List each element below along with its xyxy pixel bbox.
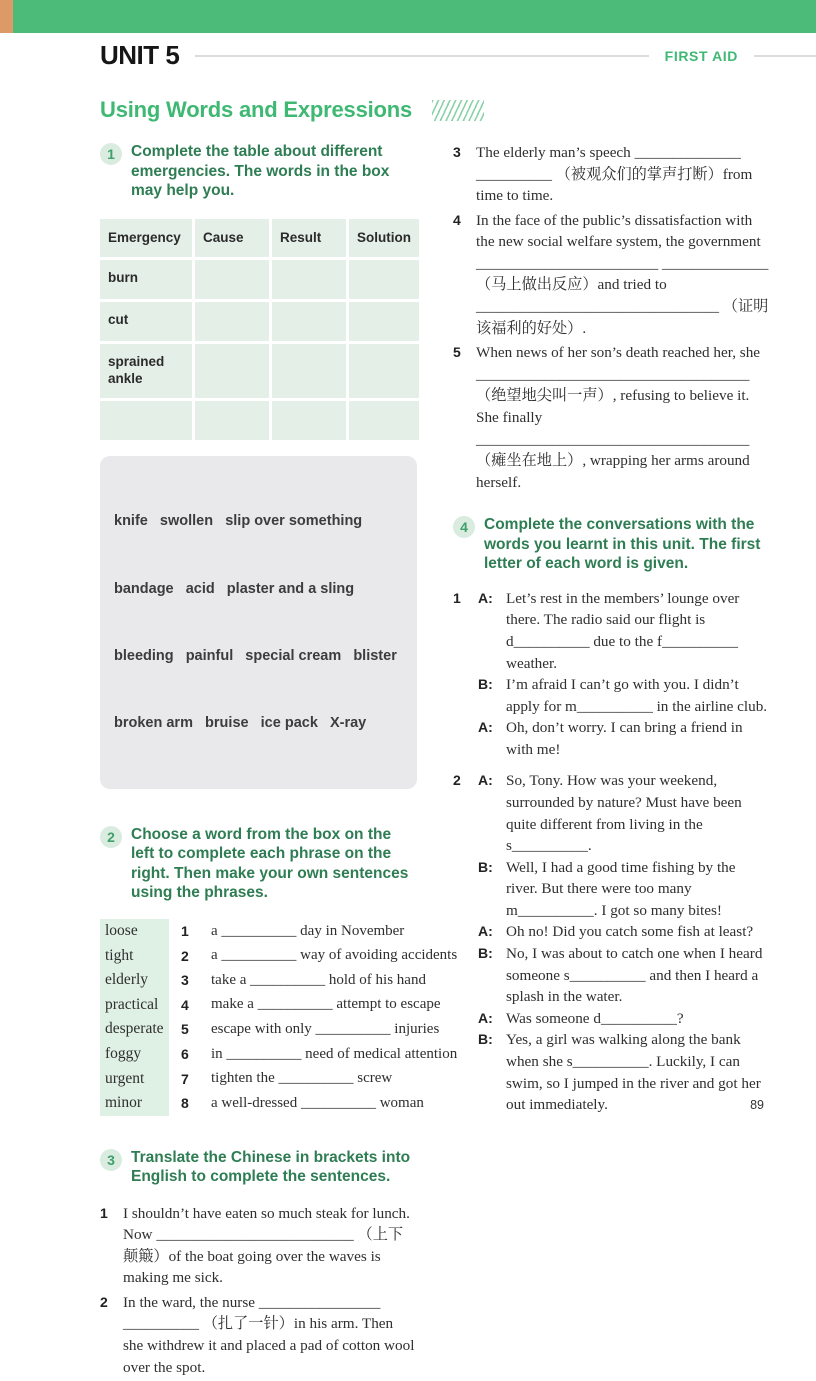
translate-item — [453, 142, 770, 207]
match-row — [100, 968, 426, 993]
emergencies-table — [100, 219, 417, 441]
turn-text: Oh no! Did you catch some fish at least? — [506, 923, 754, 941]
match-phrase: a __________ day in November — [211, 922, 405, 939]
turn-text: So, Tony. How was your weekend, surrounded by nature? Must have been quite different from living in the s__________. — [506, 772, 742, 855]
header-divider-line — [195, 55, 648, 57]
dialogue-turn — [478, 770, 770, 856]
table-cell-blank[interactable] — [272, 344, 346, 398]
match-phrase: escape with only __________ injuries — [211, 1020, 440, 1037]
speaker-label: A: — [478, 923, 493, 940]
section-title: Using Words and Expressions — [100, 97, 413, 122]
table-cell-blank[interactable] — [272, 302, 346, 341]
translate-items-right — [453, 142, 770, 493]
speaker-label: B: — [478, 945, 493, 962]
matching-list — [100, 919, 458, 1116]
match-number: 8 — [181, 1095, 189, 1112]
turn-text: Well, I had a good time fishing by the river. But there were too many m__________. I got so many bites! — [506, 858, 736, 919]
match-number: 6 — [181, 1046, 189, 1063]
speaker-label: A: — [478, 1009, 493, 1026]
top-color-bar — [0, 0, 816, 33]
page-number: 89 — [750, 1098, 764, 1112]
table-row-label: sprained ankle — [100, 344, 192, 398]
translate-item — [453, 342, 770, 493]
word-bank-line: knife swollen slip over something — [114, 513, 363, 530]
conversation-turns — [478, 588, 770, 761]
section-title-row — [100, 97, 484, 123]
turn-text: I’m afraid I can’t go with you. I didn’t apply for m__________ in the airline club. — [506, 676, 768, 715]
table-header-emergency: Emergency — [100, 219, 192, 258]
word-bank-line: bleeding painful special cream blister — [114, 647, 397, 664]
translate-item — [100, 1203, 417, 1289]
exercise1-instruction: Complete the table about different emergencies. The words in the box may help you. — [131, 143, 390, 200]
conversation-2 — [453, 770, 770, 1115]
table-row-label: burn — [100, 260, 192, 299]
unit-title: UNIT 5 — [100, 40, 180, 70]
speaker-label: A: — [478, 589, 493, 606]
dialogue-turn — [478, 674, 770, 717]
word-bank-line: broken arm bruise ice pack X-ray — [114, 715, 367, 732]
dialogue-turn — [478, 588, 770, 674]
item-number: 2 — [100, 1293, 108, 1310]
match-row — [100, 1066, 417, 1091]
table-header-cause: Cause — [195, 219, 269, 258]
speaker-label: B: — [478, 1031, 493, 1048]
exercise4-instruction: Complete the conversations with the words you learnt in this unit. The first letter of each word is given. — [484, 516, 761, 573]
item-number: 1 — [100, 1204, 108, 1221]
match-number: 4 — [181, 996, 189, 1013]
table-cell-blank[interactable] — [195, 260, 269, 299]
conversation-number: 2 — [453, 772, 461, 789]
exercise2-header — [100, 825, 417, 903]
match-word: minor — [100, 1091, 169, 1116]
match-phrase: a well-dressed __________ woman — [211, 1094, 424, 1111]
turn-text: No, I was about to catch one when I heard someone s__________ and then I heard a splash in the water. — [506, 945, 763, 1006]
match-word: tight — [100, 943, 169, 968]
conversation-turns — [478, 770, 770, 1115]
table-header-solution: Solution — [349, 219, 419, 258]
turn-text: Oh, don’t worry. I can bring a friend in with me! — [506, 719, 743, 758]
match-phrase: tighten the __________ screw — [211, 1070, 393, 1087]
item-text: In the ward, the nurse ________________ __________ （扎了一针）in his arm. Then she withdrew it and placed a pad of cotton wool over the spot. — [123, 1293, 415, 1376]
exercise3-number-badge: 3 — [100, 1149, 122, 1171]
conversation-number: 1 — [453, 589, 461, 606]
item-number: 4 — [453, 211, 461, 228]
word-bank-box — [100, 456, 417, 789]
item-text: In the face of the public’s dissatisfaction with the new social welfare system, the government ________________________ ______________ （马上做出反应）and tried to ________________________________ （证明该福利的好处）. — [476, 211, 769, 337]
header-divider-line-end — [754, 55, 816, 57]
match-number: 3 — [181, 972, 189, 989]
dialogue-turn — [478, 1008, 770, 1030]
speaker-label: A: — [478, 772, 493, 789]
match-phrase: in __________ need of medical attention — [211, 1045, 458, 1062]
speaker-label: B: — [478, 858, 493, 875]
translate-items-left — [100, 1203, 417, 1379]
match-number: 2 — [181, 947, 189, 964]
match-row — [100, 993, 441, 1018]
exercise2-number-badge: 2 — [100, 826, 122, 848]
exercise1-number-badge: 1 — [100, 143, 122, 165]
match-number: 5 — [181, 1021, 189, 1038]
match-number: 7 — [181, 1070, 189, 1087]
match-phrase: make a __________ attempt to escape — [211, 996, 441, 1013]
content-columns — [100, 142, 770, 1381]
item-number: 5 — [453, 344, 461, 361]
dialogue-turn — [478, 921, 770, 943]
item-text: I shouldn’t have eaten so much steak for lunch. Now __________________________ （上下颠簸）of the boat going over the waves is making me sick. — [123, 1204, 410, 1287]
table-cell-blank[interactable] — [349, 260, 419, 299]
speaker-label: B: — [478, 676, 493, 693]
item-text: When news of her son’s death reached her, she ____________________________________ （绝望地尖叫一声）, refusing to believe it. She finally ____________________________________ （瘫坐在地上）, wrapping her arms around herself. — [476, 344, 761, 491]
dialogue-turn — [478, 1029, 770, 1115]
dialogue-turn — [478, 717, 770, 760]
table-cell-blank[interactable] — [349, 344, 419, 398]
match-word: loose — [100, 919, 169, 944]
item-text: The elderly man’s speech ______________ __________ （被观众们的掌声打断）from time to time. — [476, 144, 753, 205]
turn-text: Yes, a girl was walking along the bank when she s__________. Luckily, I can swim, so I jumped in the river and got her out immediately. — [506, 1031, 761, 1114]
match-row — [100, 919, 417, 944]
exercise4-number-badge: 4 — [453, 516, 475, 538]
exercise3-header — [100, 1148, 417, 1187]
translate-item — [453, 210, 770, 339]
table-cell-blank[interactable] — [195, 344, 269, 398]
match-phrase: a __________ way of avoiding accidents — [211, 947, 458, 964]
item-number: 3 — [453, 144, 461, 160]
exercise2-instruction: Choose a word from the box on the left to complete each phrase on the right. Then make your own sentences using the phrases. — [131, 825, 409, 902]
table-cell-blank[interactable] — [272, 401, 346, 440]
table-cell-blank[interactable] — [195, 302, 269, 341]
conversation-1 — [453, 588, 770, 761]
match-row — [100, 1042, 458, 1067]
page-header — [100, 40, 816, 71]
right-column — [453, 142, 770, 1381]
dialogue-turn — [478, 943, 770, 1008]
match-word: practical — [100, 993, 169, 1018]
exercise4-header — [453, 515, 770, 574]
word-bank-line: bandage acid plaster and a sling — [114, 580, 355, 597]
match-phrase: take a __________ hold of his hand — [211, 971, 426, 988]
match-row — [100, 1091, 424, 1116]
translate-item — [100, 1292, 417, 1378]
match-word: elderly — [100, 968, 169, 993]
match-row — [100, 1017, 440, 1042]
unit-topic-label: FIRST AID — [664, 47, 738, 64]
table-header-result: Result — [272, 219, 346, 258]
table-cell-blank[interactable] — [349, 302, 419, 341]
match-row — [100, 943, 458, 968]
table-cell-blank[interactable] — [195, 401, 269, 440]
top-accent-strip — [0, 0, 13, 33]
exercise3-instruction: Translate the Chinese in brackets into English to complete the sentences. — [131, 1148, 411, 1186]
turn-text: Was someone d__________? — [506, 1009, 684, 1027]
match-word: urgent — [100, 1066, 169, 1091]
match-word: desperate — [100, 1017, 169, 1042]
match-word: foggy — [100, 1042, 169, 1067]
left-column — [100, 142, 458, 1381]
exercise1-header — [100, 142, 417, 201]
table-cell-blank[interactable] — [349, 401, 419, 440]
table-row-label — [100, 401, 192, 440]
table-cell-blank[interactable] — [272, 260, 346, 299]
turn-text: Let’s rest in the members’ lounge over there. The radio said our flight is d__________ due to the f__________ weather. — [506, 589, 740, 672]
dialogue-turn — [478, 857, 770, 922]
hatch-decoration-icon — [432, 100, 484, 121]
speaker-label: A: — [478, 719, 493, 736]
match-number: 1 — [181, 923, 189, 940]
table-row-label: cut — [100, 302, 192, 341]
